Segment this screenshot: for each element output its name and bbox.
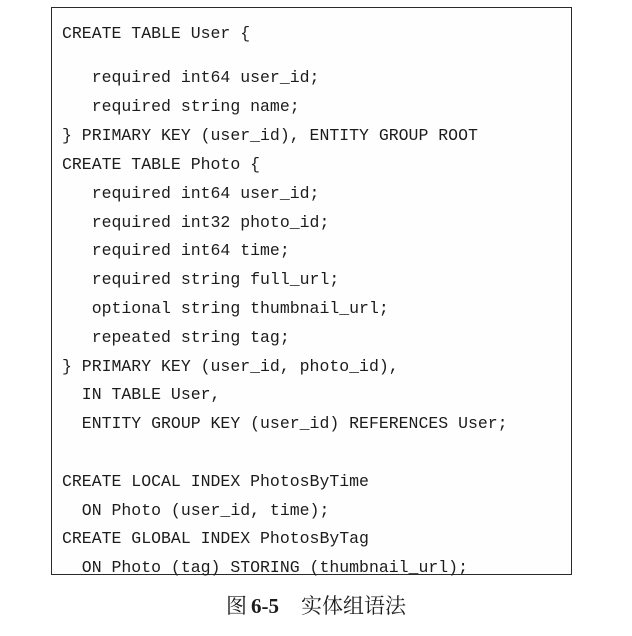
code-line-1: CREATE TABLE User { (62, 24, 251, 43)
code-line-12: repeated string tag; (62, 328, 290, 347)
caption-title: 实体组语法 (301, 594, 406, 618)
code-line-10: required string full_url; (62, 270, 340, 289)
code-line-7: required int64 user_id; (62, 184, 320, 203)
code-line-8: required int32 photo_id; (62, 213, 330, 232)
caption-prefix: 图 (226, 594, 247, 618)
code-line-17: CREATE LOCAL INDEX PhotosByTime (62, 472, 369, 491)
figure-caption (0, 592, 632, 620)
code-line-3: required int64 user_id; (62, 68, 320, 87)
code-line-20: ON Photo (tag) STORING (thumbnail_url); (62, 558, 468, 577)
code-line-15: ENTITY GROUP KEY (user_id) REFERENCES User; (62, 414, 508, 433)
code-line-4: required string name; (62, 97, 300, 116)
code-line-19: CREATE GLOBAL INDEX PhotosByTag (62, 529, 369, 548)
code-line-11: optional string thumbnail_url; (62, 299, 389, 318)
code-line-5: } PRIMARY KEY (user_id), ENTITY GROUP ROOT (62, 126, 478, 145)
code-listing-box (51, 7, 572, 575)
caption-number: 6-5 (251, 594, 279, 618)
code-line-6: CREATE TABLE Photo { (62, 155, 261, 174)
code-line-18: ON Photo (user_id, time); (62, 501, 330, 520)
code-line-14: IN TABLE User, (62, 385, 221, 404)
code-line-9: required int64 time; (62, 241, 290, 260)
code-line-13: } PRIMARY KEY (user_id, photo_id), (62, 357, 399, 376)
